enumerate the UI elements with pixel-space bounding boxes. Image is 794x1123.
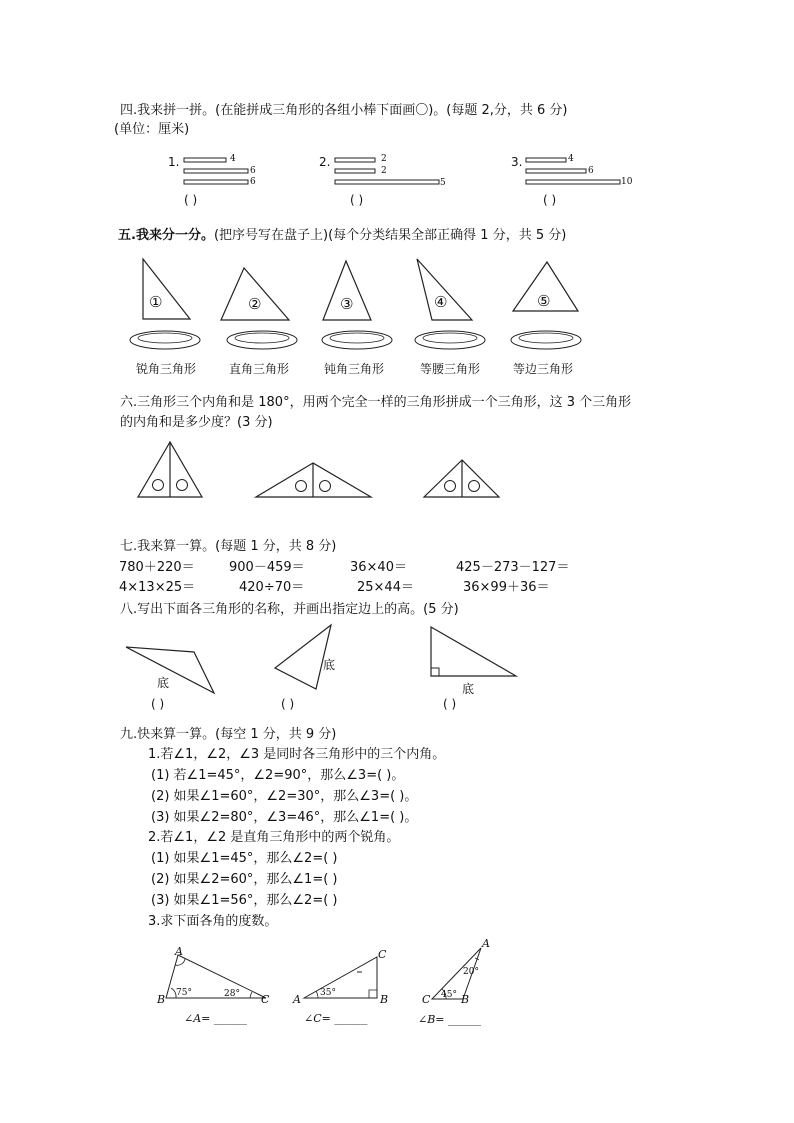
q4-group-1-number: 1. [168,155,180,169]
q9-figure-1-angle-c: 28° [224,989,240,999]
q7-problem-5: 4×13×25＝ [119,580,196,595]
q7-title: 七.我来算一算。(每题 1 分，共 8 分) [120,539,337,554]
q9-figure-3-vertex-b: B [461,993,470,1006]
q9-figure-3-question[interactable]: ∠B= ______ [418,1013,482,1026]
q5-triangle-5-label: ⑤ [537,292,551,310]
q4-group-1-stick-1: 4 [230,154,236,164]
q4-group-1-stick-2: 6 [250,166,256,176]
q9-figure-1-vertex-c: C [261,993,270,1006]
q4-group-2-answer[interactable]: ( ) [350,193,364,207]
q9-figure-1-vertex-a: A [175,945,183,958]
q9-part-2-item-2: (2) 如果∠2=60°，那么∠1=( ) [151,872,338,887]
q5-title-bold: 五.我来分一分。 [118,228,214,243]
q5-title-rest: (把序号写在盘子上)(每个分类结果全部正确得 1 分，共 5 分) [213,228,567,243]
q5-plate-2-label: 直角三角形 [229,362,290,376]
q9-title: 九.快来算一算。(每空 1 分，共 9 分) [120,727,337,742]
q8-triangle-2-base: 底 [323,658,336,672]
q9-part-1-item-2: (2) 如果∠1=60°，∠2=30°，那么∠3=( )。 [151,789,418,804]
q5-plate-5-label: 等边三角形 [513,362,574,376]
q4-group-3-stick-1: 4 [568,154,574,164]
q9-figure-2-angle-a: 35° [320,988,336,998]
q9-figure-1-vertex-b: B [157,993,166,1006]
q5-plate-4-label: 等腰三角形 [420,362,481,376]
q5-plate-1-label: 锐角三角形 [136,362,197,376]
q4-group-1-stick-3: 6 [250,177,256,187]
q4-group-3-number: 3. [511,155,523,169]
q4-group-2-stick-1: 2 [381,154,387,164]
q7-problem-3: 36×40＝ [350,560,407,575]
q4-group-2-number: 2. [319,155,331,169]
q5-triangle-1-label: ① [149,293,163,311]
q9-part-1: 1.若∠1，∠2，∠3 是同时各三角形中的三个内角。 [148,747,446,762]
q7-problem-7: 25×44＝ [357,580,414,595]
q4-group-3-stick-2: 6 [588,166,594,176]
q9-figure-2-question[interactable]: ∠C= ______ [304,1012,368,1025]
q9-figure-3-vertex-c: C [422,993,431,1006]
q5-triangle-2-label: ② [248,295,262,313]
q7-problem-8: 36×99＋36＝ [463,580,550,595]
q9-part-3: 3.求下面各角的度数。 [148,914,278,929]
q7-problem-6: 420÷70＝ [239,580,305,595]
q9-figure-1-angle-b: 75° [176,988,192,998]
q8-answer-3[interactable]: ( ) [443,697,457,711]
q9-part-1-item-3: (3) 如果∠2=80°，∠3=46°，那么∠1=( )。 [151,810,418,825]
q4-group-3-answer[interactable]: ( ) [543,193,557,207]
q9-figure-3-angle-c: 45° [441,990,457,1000]
q4-group-1-answer[interactable]: ( ) [184,193,198,207]
q7-problem-1: 780＋220＝ [119,560,195,575]
q9-figure-1-question[interactable]: ∠A= ______ [184,1012,247,1025]
q9-part-2-item-3: (3) 如果∠1=56°，那么∠2=( ) [151,893,338,908]
q8-answer-1[interactable]: ( ) [151,697,165,711]
q8-triangle-3-base: 底 [462,682,475,696]
q6-line-2: 的内角和是多少度？(3 分) [120,415,273,430]
q9-part-2: 2.若∠1，∠2 是直角三角形中的两个锐角。 [148,830,400,845]
q9-figure-3-vertex-a: A [482,937,490,950]
q4-title: 四.我来拼一拼。(在能拼成三角形的各组小棒下面画〇)。(每题 2,分，共 6 分) [120,103,568,118]
q7-problem-4: 425－273－127＝ [456,560,570,575]
q5-triangle-3-label: ③ [340,295,354,313]
q7-problem-2: 900－459＝ [229,560,305,575]
q9-figure-2 [304,957,377,998]
q5-triangle-4-label: ④ [434,293,448,311]
q4-group-2-stick-3: 5 [440,178,446,188]
q9-figure-3-angle-a: 20° [463,967,479,977]
q9-figure-2-vertex-a: A [293,993,301,1006]
q4-unit: (单位：厘米) [114,122,190,137]
q6-line-1: 六.三角形三个内角和是 180°，用两个完全一样的三角形拼成一个三角形，这 3 个三角形 [120,395,632,410]
q9-figure-2-vertex-c: C [378,948,387,961]
q4-group-2-stick-2: 2 [381,166,387,176]
q9-part-2-item-1: (1) 如果∠1=45°，那么∠2=( ) [151,851,338,866]
q8-answer-2[interactable]: ( ) [281,697,295,711]
q4-group-3-stick-3: 10 [621,177,633,187]
q9-part-1-item-1: (1) 若∠1=45°，∠2=90°，那么∠3=( )。 [151,768,405,783]
q8-triangle-1-base: 底 [157,676,170,690]
q5-plate-3-label: 钝角三角形 [324,362,385,376]
q9-figure-2-vertex-b: B [380,993,389,1006]
q8-title: 八.写出下面各三角形的名称，并画出指定边上的高。(5 分) [120,602,459,617]
